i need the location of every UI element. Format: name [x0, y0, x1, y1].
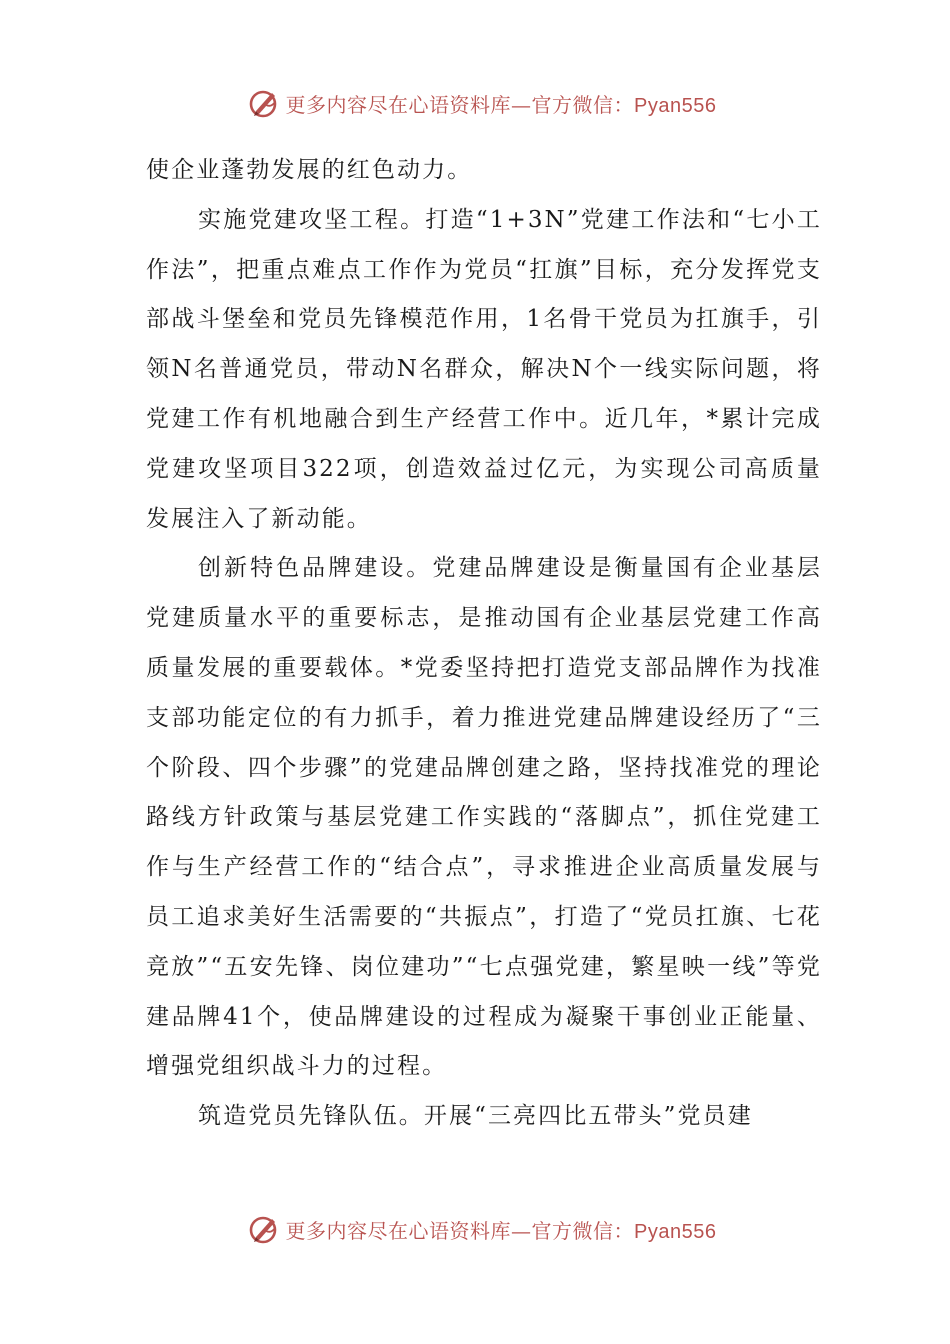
footer-banner-inner — [248, 1213, 717, 1245]
header-banner-inner — [248, 87, 717, 119]
header-banner-text — [286, 89, 717, 118]
pen-in-circle-logo-icon — [248, 87, 280, 119]
footer-banner-label: 更多内容尽在心语资料库—官方微信： — [285, 1218, 635, 1243]
footer-banner-text — [286, 1215, 717, 1244]
document-body — [146, 146, 822, 1142]
paragraph-vanguard-team: 筑造党员先锋队伍。开展“三亮四比五带头”党员建 — [198, 1103, 753, 1130]
paragraph-continuation: 使企业蓬勃发展的红色动力。 — [146, 157, 473, 183]
footer-wechat-id: Pyan556 — [634, 1220, 717, 1243]
pen-in-circle-logo-icon — [248, 1213, 280, 1245]
header-banner — [0, 83, 950, 123]
paragraph-party-building-project: 实施党建攻坚工程。打造“1+3N”党建工作法和“七小工作法”，把重点难点工作作为党员“扛旗”目标，充分发挥党支部战斗堡垒和党员先锋模范作用，1名骨干党员为扛旗手，引领N名普通党员，带动N名群众，解决N个一线实际问题，将党建工作有机地融合到生产经营工作中。近几年，*累计完成党建攻坚项目322项，创造效益过亿元，为实现公司高质量发展注入了新动能。 — [146, 206, 822, 532]
footer-banner — [0, 1209, 950, 1249]
header-wechat-id: Pyan556 — [634, 94, 717, 117]
paragraph-brand-building: 创新特色品牌建设。党建品牌建设是衡量国有企业基层党建质量水平的重要标志，是推动国有企业基层党建工作高质量发展的重要载体。*党委坚持把打造党支部品牌作为找准支部功能定位的有力抓手，着力推进党建品牌建设经历了“三个阶段、四个步骤”的党建品牌创建之路，坚持找准党的理论路线方针政策与基层党建工作实践的“落脚点”，抓住党建工作与生产经营工作的“结合点”，寻求推进企业高质量发展与员工追求美好生活需要的“共振点”，打造了“党员扛旗、七花竞放”“五安先锋、岗位建功”“七点强党建，繁星映一线”等党建品牌41个，使品牌建设的过程成为凝聚干事创业正能量、增强党组织战斗力的过程。 — [146, 555, 822, 1080]
header-banner-label: 更多内容尽在心语资料库—官方微信： — [285, 92, 635, 117]
